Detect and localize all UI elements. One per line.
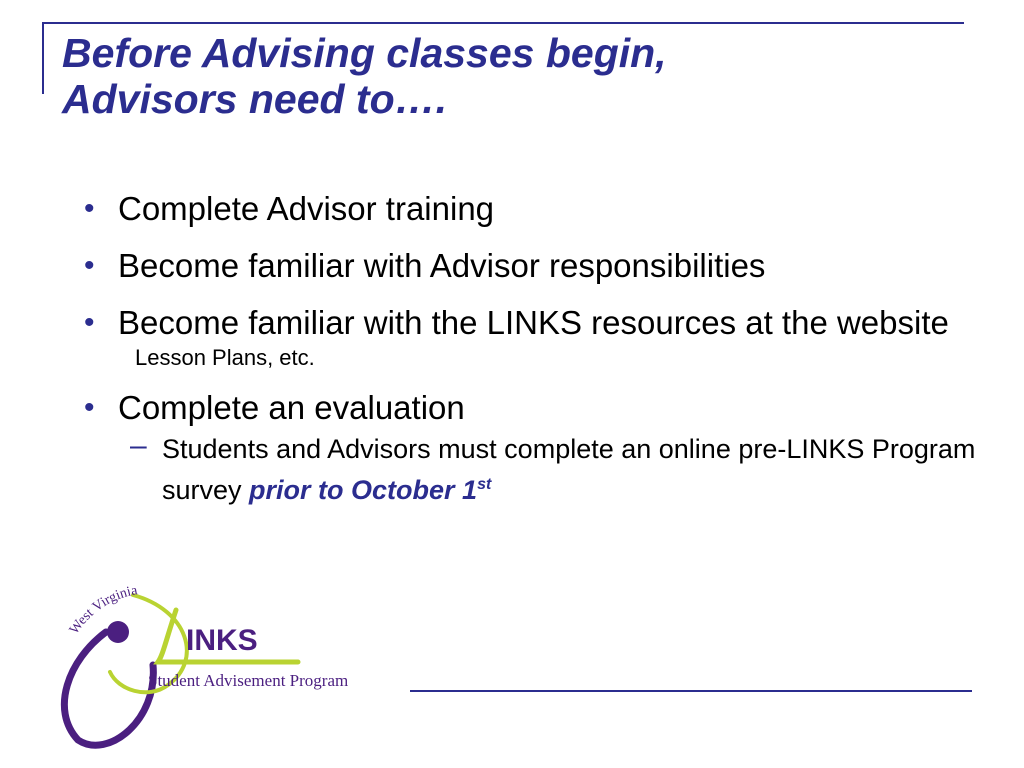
- slide-title-line-1: Before Advising classes begin,: [62, 30, 667, 76]
- frame-left-line: [42, 22, 44, 94]
- bullet-item: [80, 247, 1010, 285]
- bullet-list: [80, 190, 1010, 508]
- slide-title: [62, 30, 962, 122]
- bullet-item: [80, 389, 1010, 427]
- sub-bullet-text: Students and Advisors must complete an online pre-LINKS Program survey: [162, 434, 976, 505]
- deadline-superscript: st: [477, 476, 492, 493]
- bullet-text: Become familiar with Advisor responsibilities: [118, 247, 766, 284]
- bullet-dot-icon: •: [84, 306, 95, 339]
- logo-name: INKS: [186, 624, 258, 657]
- deadline-emphasis: [249, 475, 491, 505]
- footer-rule: [410, 690, 972, 692]
- slide-title-line-2: Advisors need to….: [62, 76, 448, 122]
- logo-tagline: Student Advisement Program: [148, 671, 349, 690]
- sub-note: Lesson Plans, etc.: [135, 345, 315, 370]
- bullet-text: Complete Advisor training: [118, 190, 495, 227]
- frame-top-line: [42, 22, 964, 24]
- bullet-dot-icon: •: [84, 249, 95, 282]
- dash-icon: –: [130, 429, 147, 462]
- deadline-text: prior to October 1: [249, 475, 478, 505]
- bullet-dot-icon: •: [84, 192, 95, 225]
- links-logo: [48, 580, 418, 750]
- logo-purple-swoosh: [64, 632, 153, 745]
- bullet-text: Become familiar with the LINKS resources at the website: [118, 304, 949, 341]
- bullet-text: Complete an evaluation: [118, 389, 465, 426]
- logo-head-icon: [107, 621, 129, 643]
- logo-state-name: West Virginia: [66, 583, 139, 638]
- sub-bullet-item: [80, 431, 1010, 508]
- bullet-item: [80, 304, 1010, 342]
- bullet-item: [80, 190, 1010, 228]
- bullet-dot-icon: •: [84, 391, 95, 424]
